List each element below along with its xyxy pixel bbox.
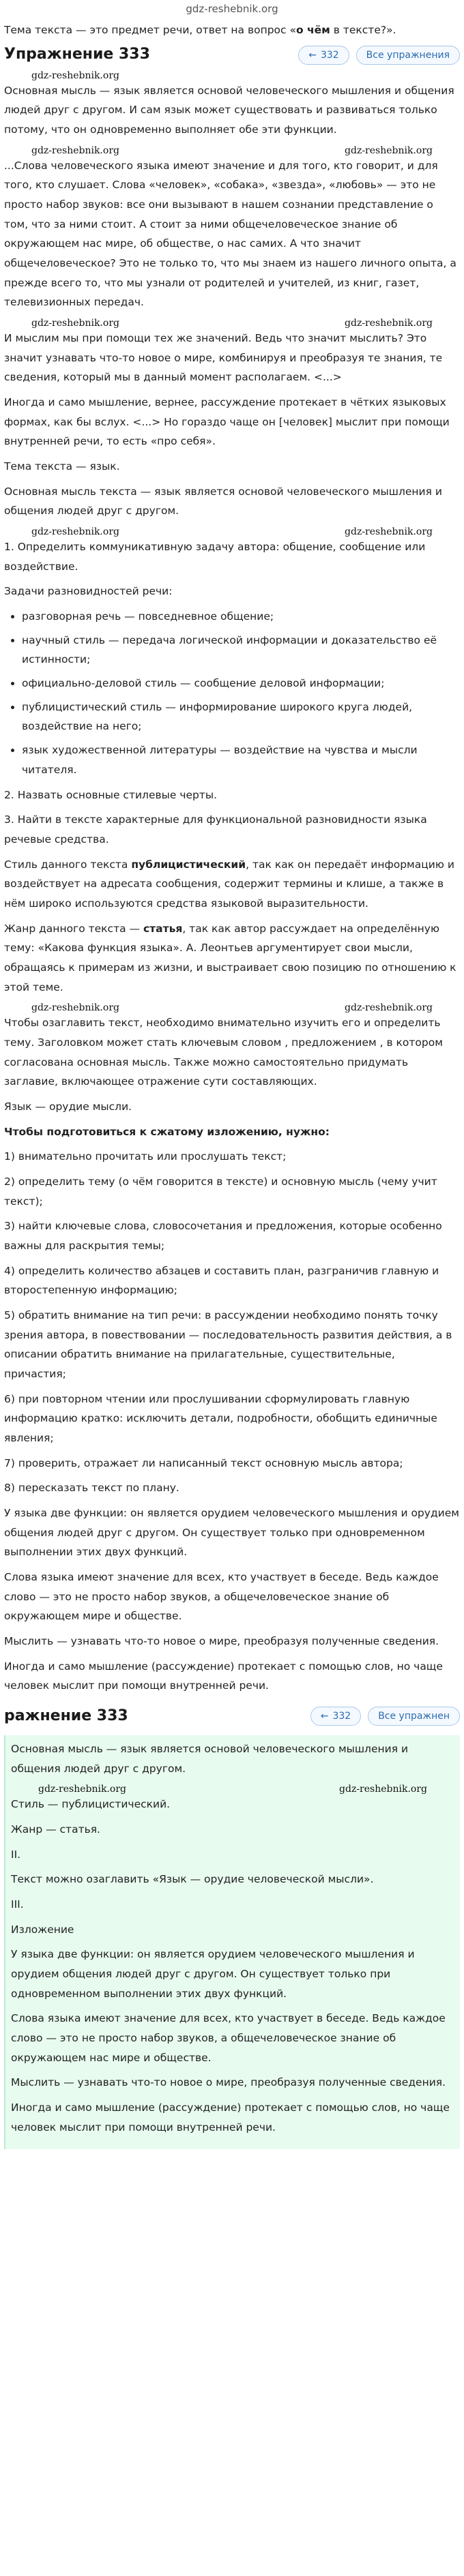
text-paragraph: ...Слова человеческого языка имеют значение и для того, кто говорит, и для того, кто слушает. Слова «человек», «собака», «звезда», «любовь» — это не просто набор звуков: все они вызывают в нашем сознании представление о том, что за ними стоит. А стоит за ними общечеловеческое знание об окружающем нас мире, об обществе, о нас самих. А что значит общечеловеческое? Это не только то, что мы знаем из нашего личного опыта, а прежде всего то, что мы узнали от родителей и учителей, из книг, газет, телевизионных передач. [4,159,456,309]
prep-step: 4) определить количество абзацев и составить план, разграничив главную и второстепенную информацию; [4,1264,439,1297]
answer-genre: Жанр — статья. [11,1823,100,1836]
prev-exercise-button[interactable]: ← 332 [298,46,349,65]
summary-paragraph: У языка две функции: он является орудием человеческого мышления и орудием общения людей друг с другом. Он существует только при одновременном выполнении этих двух функций. [4,1507,459,1559]
summary-paragraph: Иногда и само мышление (рассуждение) протекает с помощью слов, но чаще человек мыслит при помощи внутренней речи. [4,1660,443,1692]
text-paragraph: Основная мысль — язык является основой человеческого мышления и общения людей друг с другом. И сам язык может существовать и развиваться только потому, что он одновременно выполняет обе эти функции. [4,84,454,136]
text-paragraph: Тема текста — язык. [4,460,120,473]
answer-roman-2: II. [11,1848,21,1861]
prep-step: 6) при повторном чтении или прослушивании сформулировать главную информацию кратко: исключить детали, подробности, обобщить единичные явления; [4,1392,437,1444]
site-brand[interactable]: gdz-reshebnik.org [186,3,278,15]
prep-heading: Чтобы подготовиться к сжатому изложению, нужно: [4,1125,330,1138]
page [0,1,464,2149]
watermark-row [4,526,460,537]
exercise-header [4,40,460,70]
answer-summary: У языка две функции: он является орудием человеческого мышления и орудием общения людей друг с другом. Он существует только при одновременном выполнении этих двух функций. [11,1948,415,2000]
exercise-title: Упражнение 333 [4,46,150,63]
arrow-left-icon: ← [320,1711,329,1722]
style-paragraph: Стиль данного текста публицистический, так как он передаёт информацию и воздействует на адресата сообщения, содержит термины и клише, а также в нём широко используются средства языковой выразительности. [4,858,454,910]
prep-step: 5) обратить внимание на тип речи: в рассуждении необходимо понять точку зрения автора, в повествовании — последовательность развития действия, а в описании обратить внимание на прилагательные, существительные, причастия; [4,1308,452,1380]
list-item: • официально-деловой стиль — сообщение деловой информации; [22,674,460,693]
summary-paragraph: Мыслить — узнавать что-то новое о мире, преобразуя полученные сведения. [4,1635,439,1648]
task-2: 2. Назвать основные стилевые черты. [4,788,218,801]
watermark: gdz-reshebnik.org [345,145,433,156]
lead-text: Тема текста — это предмет речи, ответ на вопрос «о чём в тексте?». [4,24,396,36]
answer-summary: Мыслить — узнавать что-то новое о мире, преобразуя полученные сведения. [11,2076,446,2089]
answer-style: Стиль — публицистический. [11,1798,171,1811]
watermark-row [11,1784,454,1795]
answer-title-line: Текст можно озаглавить «Язык — орудие человеческой мысли». [11,1873,374,1886]
watermark: gdz-reshebnik.org [31,1002,119,1014]
list-item: • разговорная речь — повседневное общение; [22,607,460,627]
watermark: gdz-reshebnik.org [31,145,119,156]
watermark: gdz-reshebnik.org [31,70,119,81]
text-paragraph: Иногда и само мышление, вернее, рассуждение протекает в чётких языковых формах, как бы вслух. <...> Но гораздо чаще он [человек] мыслит при помощи внутренней речи, то есть «про себя». [4,396,450,448]
title-answer: Язык — орудие мысли. [4,1100,132,1113]
watermark: gdz-reshebnik.org [339,1784,427,1795]
text-paragraph: И мыслим мы при помощи тех же значений. Ведь что значит мыслить? Это значит узнавать что-то новое о мире, комбинируя и преобразуя те знания, те сведения, который мы в данный момент располагаем. <...> [4,332,443,384]
exercise-nav [310,1707,460,1726]
prev-exercise-button[interactable]: ← 332 [310,1707,361,1726]
watermark-row [4,70,460,81]
task-3: 3. Найти в тексте характерные для функциональной разновидности языка речевые средства. [4,813,427,845]
answer-summary: Слова языка имеют значение для всех, кто участвует в беседе. Ведь каждое слово — это не просто набор звуков, а общечеловеческое знание об окружающем нас мире и обществе. [11,2012,446,2064]
watermark-row [4,145,460,156]
styles-list [4,607,460,779]
prep-step: 1) внимательно прочитать или прослушать текст; [4,1150,287,1163]
list-item: • публицистический стиль — информирование широкого круга людей, воздействие на него; [22,698,460,736]
prep-step: 2) определить тему (о чём говорится в тексте) и основную мысль (чему учит текст); [4,1175,437,1208]
exercise-title: ражнение 333 [4,1707,128,1724]
watermark: gdz-reshebnik.org [345,526,433,538]
answer-summary: Иногда и само мышление (рассуждение) протекает с помощью слов, но чаще человек мыслит при помощи внутренней речи. [11,2101,450,2133]
prep-step: 7) проверить, отражает ли написанный текст основную мысль автора; [4,1456,403,1469]
styles-intro: Задачи разновидностей речи: [4,585,173,598]
watermark-row [4,318,460,329]
watermark: gdz-reshebnik.org [31,318,119,329]
genre-paragraph: Жанр данного текста — статья, так как автор рассуждает на определённую тему: «Какова функция языка». А. Леонтьев аргументирует свои мысли, обращаясь к примерам из жизни, и выстраивает свою позицию по отношению к этой теме. [4,922,456,993]
exercise-nav [298,46,460,65]
answer-block [4,1735,460,2149]
exercise-header-repeat [4,1701,460,1731]
answer-main-idea: Основная мысль — язык является основой человеческого мышления и общения людей друг с другом. [11,1743,409,1775]
prep-step: 3) найти ключевые слова, словосочетания и предложения, которые особенно важны для раскрытия темы; [4,1220,442,1252]
task-1: 1. Определить коммуникативную задачу автора: общение, сообщение или воздействие. [4,541,426,573]
prep-step: 8) пересказать текст по плану. [4,1482,179,1495]
list-item: • язык художественной литературы — воздействие на чувства и мысли читателя. [22,740,460,779]
watermark: gdz-reshebnik.org [38,1784,126,1795]
list-item: • научный стиль — передача логической информации и доказательство её истинности; [22,631,460,670]
text-paragraph: Основная мысль текста — язык является основой человеческого мышления и общения людей друг с другом. [4,485,442,518]
answer-roman-3: III. [11,1898,24,1911]
arrow-left-icon: ← [308,49,317,61]
title-advice: Чтобы озаглавить текст, необходимо внимательно изучить его и определить тему. Заголовком может стать ключевым словом , предложением , в котором согласована основная мысль. Также можно самостоятельно придумать заглавие, включающее отражение сути составляющих. [4,1017,443,1088]
watermark: gdz-reshebnik.org [31,526,119,538]
all-exercises-button[interactable]: Все упражнения [356,46,460,65]
watermark: gdz-reshebnik.org [345,1002,433,1014]
watermark-row [4,1002,460,1013]
summary-paragraph: Слова языка имеют значение для всех, кто участвует в беседе. Ведь каждое слово — это не просто набор звуков, а общечеловеческое знание об окружающем мире и обществе. [4,1571,439,1623]
answer-izl-heading: Изложение [11,1923,74,1936]
all-exercises-button[interactable]: Все упражнен [368,1707,460,1726]
watermark: gdz-reshebnik.org [345,318,433,329]
